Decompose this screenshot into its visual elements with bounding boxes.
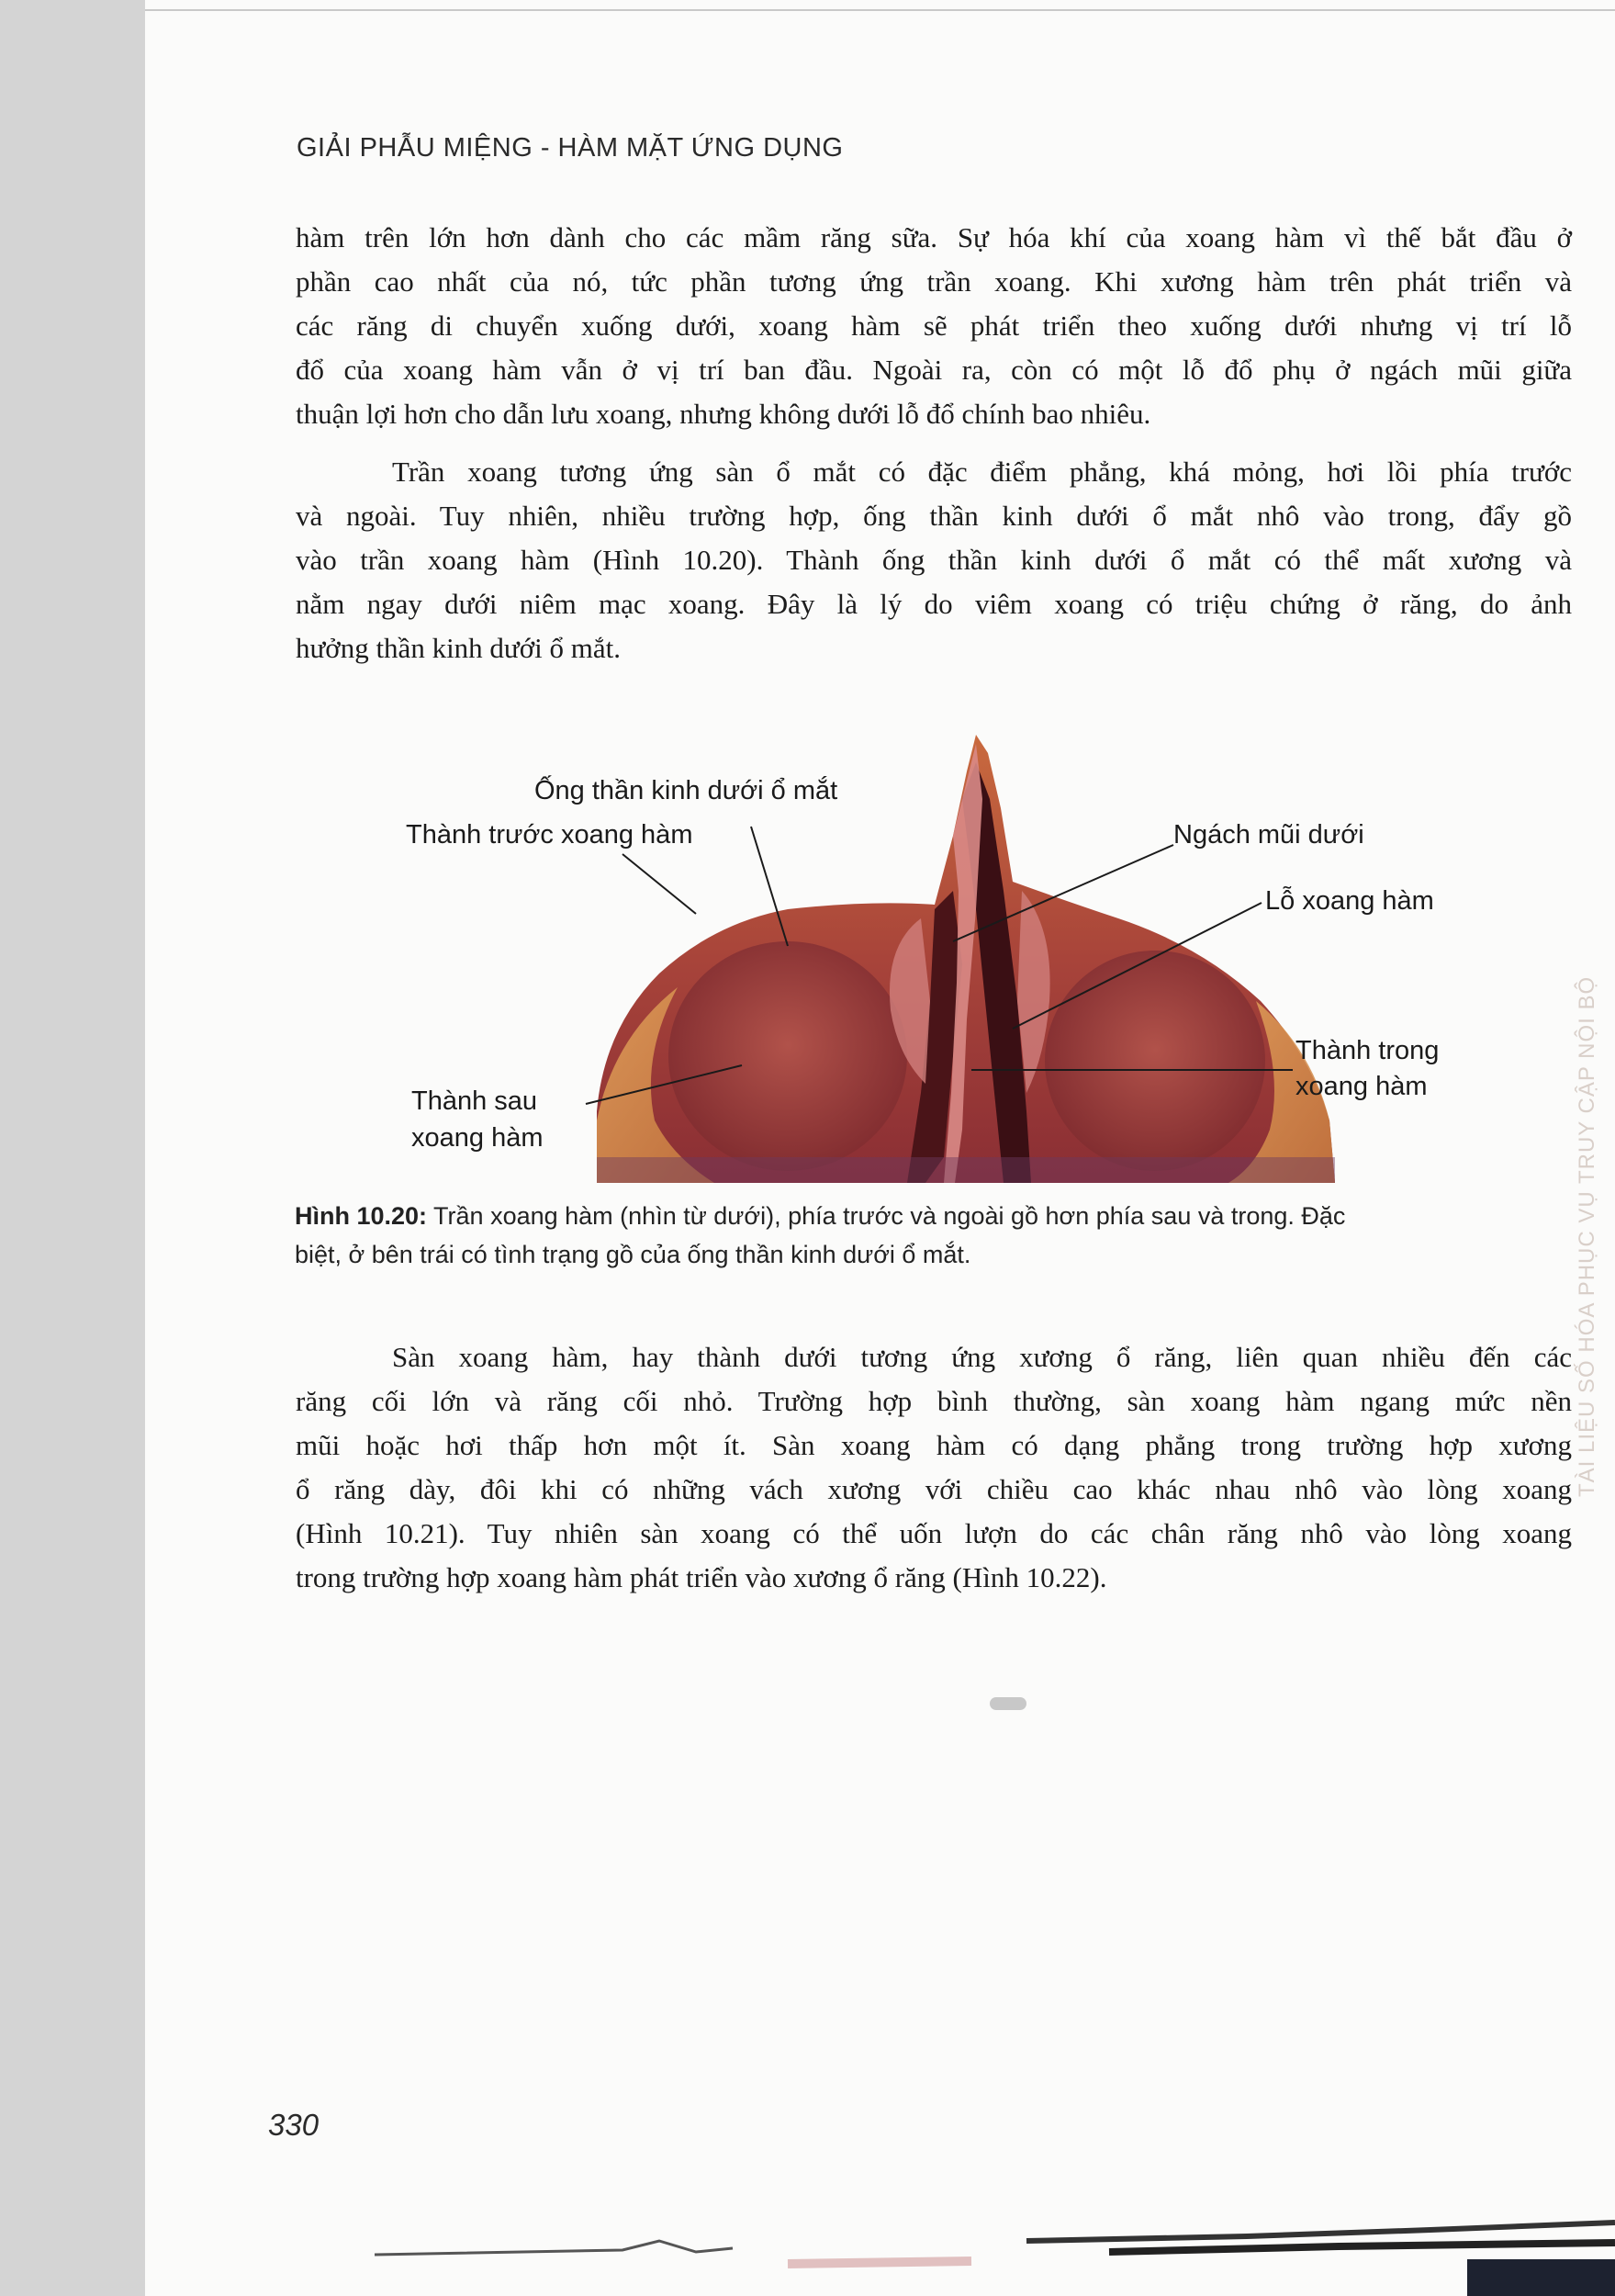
- paragraph-line: phần cao nhất của nó, tức phần tương ứng trần xoang. Khi xương hàm trên phát triển và: [296, 265, 1572, 298]
- paragraph-line: mũi hoặc hơi thấp hơn một ít. Sàn xoang hàm có dạng phẳng trong trường hợp xương: [296, 1429, 1572, 1461]
- page-number: 330: [268, 2108, 320, 2142]
- page-top-edge: [145, 9, 1615, 11]
- paragraph-line: Sàn xoang hàm, hay thành dưới tương ứng xương ổ răng, liên quan nhiều đến các: [392, 1341, 1572, 1373]
- caption-text-1: Trần xoang hàm (nhìn từ dưới), phía trước và ngoài gồ hơn phía sau và trong. Đặc: [427, 1202, 1346, 1230]
- paragraph-line: (Hình 10.21). Tuy nhiên sàn xoang có thể uốn lượn do các chân răng nhô vào lòng xoang: [296, 1517, 1572, 1549]
- running-header: GIẢI PHẪU MIỆNG - HÀM MẶT ỨNG DỤNG: [297, 133, 844, 163]
- caption-label: Hình 10.20:: [295, 1202, 428, 1230]
- paragraph-line: hàm trên lớn hơn dành cho các mầm răng sữa. Sự hóa khí của xoang hàm vì thế bắt đầu ở: [296, 221, 1572, 253]
- paragraph-line: thuận lợi hơn cho dẫn lưu xoang, nhưng không dưới lỗ đổ chính bao nhiêu.: [296, 398, 1151, 430]
- figure-caption: [295, 1197, 1580, 1274]
- left-sinus-cavity: [668, 941, 907, 1171]
- label-thanh-sau-1: Thành sau: [411, 1086, 538, 1116]
- specimen-base: [597, 1157, 1335, 1183]
- label-lo-xoang: Lỗ xoang hàm: [1265, 886, 1434, 916]
- paragraph-line: đổ của xoang hàm vẫn ở vị trí ban đầu. Ngoài ra, còn có một lỗ đổ phụ ở ngách mũi giữa: [296, 354, 1572, 386]
- paragraph-line: Trần xoang tương ứng sàn ổ mắt có đặc điểm phẳng, khá mỏng, hơi lồi phía trước: [392, 456, 1572, 488]
- sinus-anatomy-photo: [145, 726, 1615, 1194]
- paragraph-line: các răng di chuyển xuống dưới, xoang hàm sẽ phát triển theo xuống dưới nhưng vị trí lỗ: [296, 310, 1572, 342]
- library-watermark: TÀI LIỆU SỐ HÓA PHỤC VỤ TRUY CẬP NỘI BỘ: [1575, 975, 1599, 1497]
- paragraph-line: răng cối lớn và răng cối nhỏ. Trường hợp bình thường, sàn xoang hàm ngang mức nền: [296, 1385, 1572, 1417]
- leader-line-thanh-truoc: [622, 854, 696, 914]
- paragraph-3: [296, 1335, 1572, 1600]
- figure-10-20: [145, 726, 1615, 1194]
- paragraph-line: hưởng thần kinh dưới ổ mắt.: [296, 632, 621, 664]
- right-sinus-cavity: [1045, 951, 1265, 1171]
- label-thanh-sau-2: xoang hàm: [411, 1123, 544, 1153]
- label-ngach-mui: Ngách mũi dưới: [1173, 820, 1364, 850]
- scan-bottom-artifacts: [145, 2186, 1615, 2296]
- paragraph-line: vào trần xoang hàm (Hình 10.20). Thành ống thần kinh dưới ổ mắt có thể mất xương và: [296, 544, 1572, 576]
- scan-smudge: [990, 1697, 1026, 1710]
- caption-text-2: biệt, ở bên trái có tình trạng gồ của ống thần kinh dưới ổ mắt.: [295, 1241, 971, 1268]
- paragraph-line: trong trường hợp xoang hàm phát triển vào xương ổ răng (Hình 10.22).: [296, 1561, 1107, 1593]
- label-thanh-trong-2: xoang hàm: [1295, 1072, 1428, 1101]
- label-ong-than-kinh: Ống thần kinh dưới ổ mắt: [534, 776, 838, 805]
- paragraph-line: nằm ngay dưới niêm mạc xoang. Đây là lý do viêm xoang có triệu chứng ở răng, do ảnh: [296, 588, 1572, 620]
- book-page: [145, 0, 1615, 2296]
- paragraph-line: và ngoài. Tuy nhiên, nhiều trường hợp, ống thần kinh dưới ổ mắt nhô vào trong, đẩy gồ: [296, 500, 1572, 532]
- scan-gutter: [0, 0, 145, 2296]
- paragraph-2: [296, 450, 1572, 670]
- label-thanh-truoc: Thành trước xoang hàm: [406, 820, 693, 850]
- paragraph-1: [296, 216, 1572, 436]
- label-thanh-trong-1: Thành trong: [1295, 1036, 1440, 1065]
- paragraph-line: ổ răng dày, đôi khi có những vách xương với chiều cao khác nhau nhô vào lòng xoang: [296, 1473, 1572, 1505]
